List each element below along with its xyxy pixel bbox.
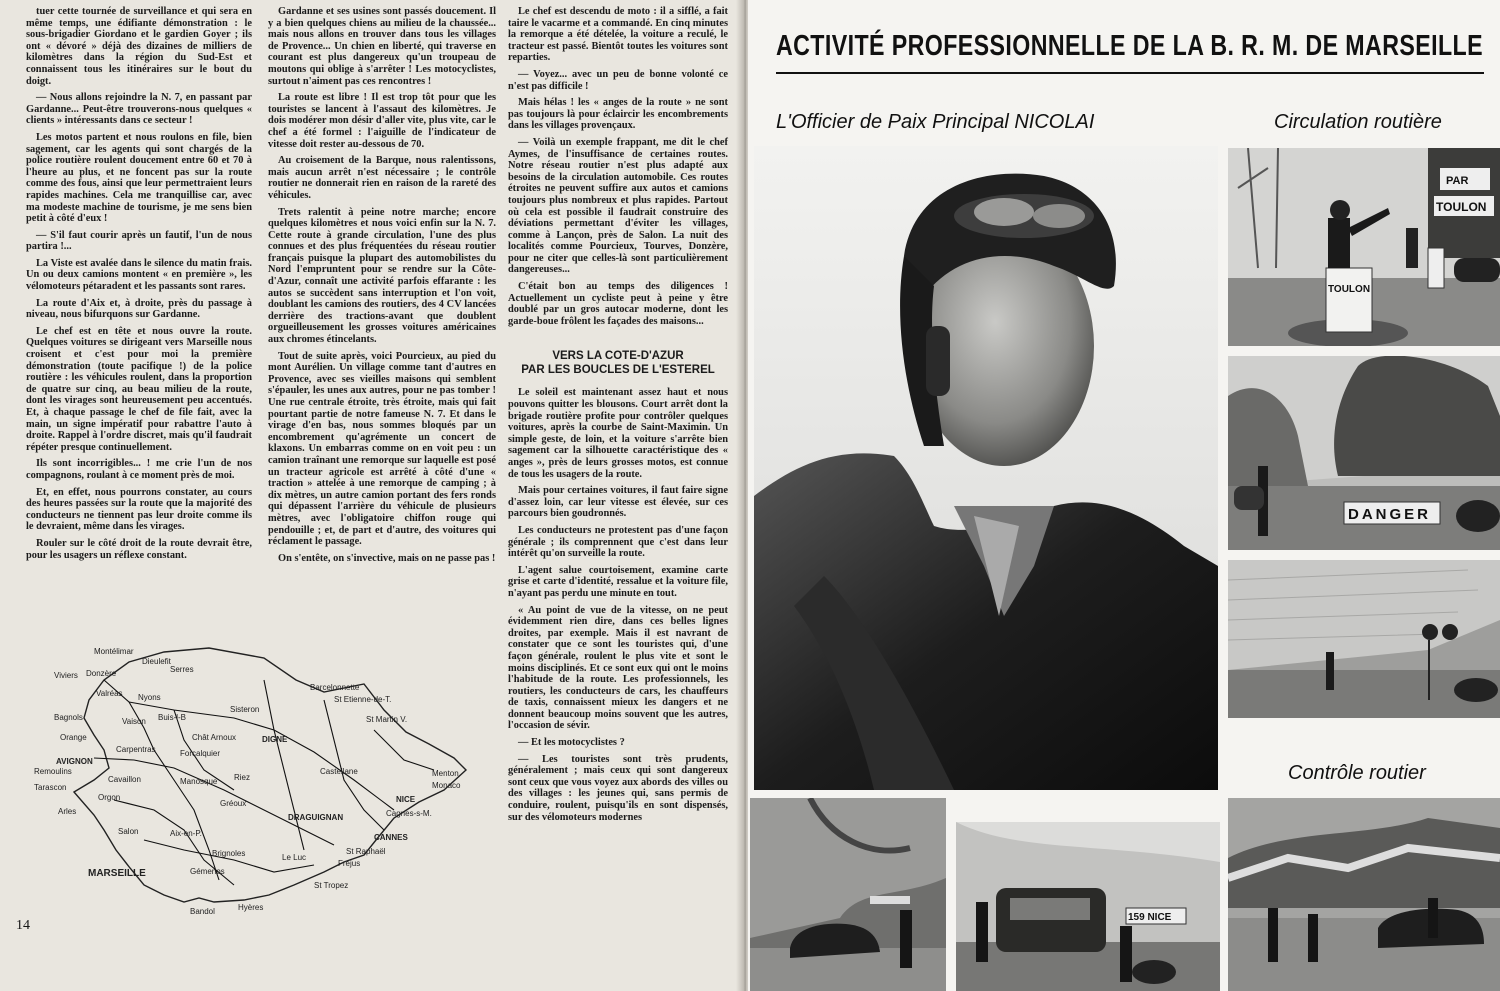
map-label-avignon: AVIGNON xyxy=(56,757,93,766)
left-page xyxy=(0,0,742,991)
col1-paragraph: Et, en effet, nous pourrons constater, au cours des heures passées sur la route que la majorité des conducteurs ne tiennent pas leur droite comme ils le devraient, même dans les virages. xyxy=(26,486,252,533)
col1-paragraph: Les motos partent et nous roulons en file, bien sagement, car les agents qui sont chargés de la police routière roulent doucement entre 60 et 70 à l'heure au plus, et ne foncent pas sur la route comme des fous, ainsi que leur permettraient leurs rapides machines. Cela me tranquillise car, avec ma modeste machine de tourisme, je me sens bien petit à côté d'eux ! xyxy=(26,131,252,225)
route-map xyxy=(34,640,482,940)
sign-toulon-big: TOULON xyxy=(1328,284,1371,295)
map-label-valreas: Valréas xyxy=(96,689,123,698)
map-label-aix: Aix-en-P. xyxy=(170,829,202,838)
photo-traffic-toulon xyxy=(1228,148,1500,346)
map-label-nice: NICE xyxy=(396,795,416,804)
col3-top-paragraph: Mais hélas ! les « anges de la route » ne sont pas toujours là pour éclaircir les encombrements dans les villages provençaux. xyxy=(508,97,728,132)
col2-paragraph: Au croisement de la Barque, nous ralentissons, mais aucun arrêt n'est nécessaire ; le contrôle routier ne donnerait rien en raison de la rareté des véhicules. xyxy=(268,155,496,201)
map-label-arles: Arles xyxy=(58,807,77,816)
col3-top-paragraph: Le chef est descendu de moto : il a sifflé, a fait taire le vacarme et a commandé. En cinq minutes la remorque a été dételée, la voiture a reculé, le tracteur est passé. Bientôt toutes les voitures sont reparties. xyxy=(508,6,728,64)
sign-nice: 159 NICE xyxy=(1128,912,1172,923)
col1-paragraph: Rouler sur le côté droit de la route devrait être, pour les usagers un réflexe constant. xyxy=(26,537,252,561)
map-label-vaison: Vaison xyxy=(122,717,146,726)
headline-rule xyxy=(776,72,1484,74)
map-label-menton: Menton xyxy=(432,769,459,778)
sign-par: PAR xyxy=(1446,175,1469,187)
map-label-barcelonnette: Barcelonnette xyxy=(310,683,360,692)
map-label-remoulins: Remoulins xyxy=(34,767,72,776)
map-label-donzere: Donzère xyxy=(86,669,117,678)
map-label-st-tropez: St Tropez xyxy=(314,881,349,890)
map-label-viviers: Viviers xyxy=(54,671,78,680)
text-column-1 xyxy=(26,6,252,566)
map-label-orgon: Orgon xyxy=(98,793,121,802)
caption-circulation: Circulation routière xyxy=(1274,111,1442,133)
text-column-2 xyxy=(268,6,496,569)
article-headline: ACTIVITÉ PROFESSIONNELLE DE LA B. R. M. DE MARSEILLE xyxy=(776,30,1483,62)
map-label-gemenos: Gémenos xyxy=(190,867,225,876)
map-label-serres: Serres xyxy=(170,665,194,674)
col1-paragraph: La route d'Aix et, à droite, près du passage à niveau, nous bifurquons sur Gardanne. xyxy=(26,297,252,321)
map-label-brignoles: Brignoles xyxy=(212,849,246,858)
map-label-salon: Salon xyxy=(118,827,139,836)
map-label-dieulefit: Dieulefit xyxy=(142,657,171,666)
map-label-sisteron: Sisteron xyxy=(230,705,260,714)
map-label-hyeres: Hyères xyxy=(238,903,264,912)
map-label-chateau-arnoux: Chât Arnoux xyxy=(192,733,237,742)
map-label-castellane: Castellane xyxy=(320,767,358,776)
col1-paragraph: — S'il faut courir après un fautif, l'un de nous partira !... xyxy=(26,229,252,253)
col2-paragraph: Gardanne et ses usines sont passés doucement. Il y a bien quelques chiens au milieu de la chaussée... mais nous allons en trouver dans tous les villages de Provence... Un chien en liberté, qui traverse en courant est plus dangereux qu'un troupeau de moutons qui oblige à s'arrêter ! Les motocyclistes, surtout n'aiment pas ces rencontres ! xyxy=(268,6,496,87)
section-subhead xyxy=(508,349,728,377)
col1-paragraph: Le chef est en tête et nous ouvre la route. Quelques voitures se dirigeant vers Marseille nous croisent et c'est pour moi la première démonstration (toute pacifique !) de la police routière : les véhicules roulent, dans la proportion de quatre sur cinq, au beau milieu de la route, dont les virages sont heureusement peu accentués. Et, à chaque passage le chef de file fait, avec la main, un signe impératif pour rabattre l'auto à droite. Rappel à l'ordre discret, mais qu'il faudrait répéter presque continuellement. xyxy=(26,325,252,453)
map-label-draguignan: DRAGUIGNAN xyxy=(288,813,344,822)
map-label-cannes: CANNES xyxy=(374,833,408,842)
col3-top-paragraph: — Voilà un exemple frappant, me dit le chef Aymes, de l'insuffisance de certaines routes. Notre réseau routier n'est plus adapté aux besoins de la circulation automobile. Ces routes étroites ne peuvent suffire aux autos et camions toujours plus nombreux et plus rapides. Partout où cela est possible il faudrait construire des déviations permettant d'éviter les villages, comme à Lançon, près de Salon. La nuit des localités comme Pourcieux, Tourves, Donzère, pour ne citer que celles-là sont particulièrement dangereuses... xyxy=(508,136,728,276)
col3-bottom-paragraph: Les conducteurs ne protestent pas d'une façon générale ; ils comprennent que c'est dans leur intérêt qu'on surveille la route. xyxy=(508,524,728,560)
photo-control-nice xyxy=(956,822,1220,991)
col3-bottom-paragraph: L'agent salue courtoisement, examine carte grise et carte d'identité, ressalue et la voiture file, n'ayant pas perdu une minute en tout. xyxy=(508,564,728,599)
map-label-riez: Riez xyxy=(234,773,251,782)
text-column-3-top xyxy=(508,6,728,327)
map-label-forcalquier: Forcalquier xyxy=(180,749,221,758)
col2-paragraph: On s'entête, on s'invective, mais on ne passe pas ! xyxy=(278,552,496,564)
col3-top-paragraph: C'était bon au temps des diligences ! Actuellement un cycliste peut à peine y être doublé par un gros autocar moderne, dont les garde-boue frôlent les façades des maisons... xyxy=(508,281,728,327)
subhead-line-2: PAR LES BOUCLES DE L'ESTEREL xyxy=(521,364,715,377)
map-label-digne: DIGNE xyxy=(262,735,288,744)
col1-paragraph: La Viste est avalée dans le silence du matin frais. Un ou deux camions montent « en première », les vélomoteurs pétaradent et les passants sont rares. xyxy=(26,257,252,293)
map-label-bandol: Bandol xyxy=(190,907,215,916)
map-label-st-raphael: St Raphaël xyxy=(346,847,386,856)
map-label-greoux: Gréoux xyxy=(220,799,247,808)
col3-bottom-paragraph: « Au point de vue de la vitesse, on ne peut évidemment rien dire, dans ces belles lignes droites, par exemple. Mais il est navrant de constater que ce sont les touristes qui, d'une façon générale, roulent le plus vite et sont le moins disciplinés. Et ce sont eux qui ont le moins l'habitude de la route. Les professionnels, les routiers, les conducteurs de cars, les chauffeurs de taxis, connaissent mieux les dangers et ne donnent beaucoup moins souvent que les autres, l'occasion de sévir. xyxy=(508,604,728,732)
map-label-cagnes: Cagnes-s-M. xyxy=(386,809,432,818)
map-label-marseille: MARSEILLE xyxy=(88,868,146,879)
text-column-3 xyxy=(508,6,728,828)
caption-officer: L'Officier de Paix Principal NICOLAI xyxy=(776,111,1095,133)
photo-control-town xyxy=(1228,798,1500,991)
col1-paragraph: — Nous allons rejoindre la N. 7, en passant par Gardanne... Peut-être trouverons-nous quelques « clients » intéressants dans ce secteur ! xyxy=(26,92,252,127)
map-label-st-martin: St Martin V. xyxy=(366,715,408,724)
text-column-3-bottom xyxy=(508,387,728,823)
photo-traffic-danger xyxy=(1228,356,1500,550)
col2-paragraph: La route est libre ! Il est trop tôt pour que les touristes se lancent à l'assaut des kilomètres. Je dois modérer mon désir d'aller vite, plus vite, car le chef a été formel : l'aiguille de l'indicateur de vitesse doit rester au-dessous de 70. xyxy=(268,92,496,150)
col1-paragraph: tuer cette tournée de surveillance et qui sera en même temps, une édifiante démonstration : le sous-brigadier Giordano et le gardien Goyer ; ils ont « dévoré » déjà des dizaines de milliers de kilomètres dans la région du Sud-Est et connaissent tous les itinéraires sur le bout du doigt. xyxy=(26,6,252,87)
map-label-cavaillon: Cavaillon xyxy=(108,775,141,784)
col3-bottom-paragraph: Le soleil est maintenant assez haut et nous pouvons quitter les blousons. Court arrêt dont la brigade routière profite pour contrôler quelques voitures, après la courbe de Saint-Maximin. Un simple geste, de loin, et la voiture s'arrête bien sagement car la silhouette caractéristique des « anges », près de leurs grosses motos, est connue de tous les usagers de la route. xyxy=(508,387,728,480)
map-label-monaco: Monaco xyxy=(432,781,461,790)
col3-bottom-paragraph: — Les touristes sont très prudents, généralement ; mais ceux qui sont dangereux sont ceux que vous voyez aux abords des villes ou des villages : les jeunes qui, sans permis de conduire, roulent, puisqu'ils en sont dispensés, sur des vélomoteurs modernes xyxy=(508,753,728,823)
col3-bottom-paragraph: Mais pour certaines voitures, il faut faire signe d'assez loin, car leur vitesse est élevée, sur ces parcours bien goudronnés. xyxy=(508,485,728,520)
col3-bottom-paragraph: — Et les motocyclistes ? xyxy=(518,737,625,749)
col2-paragraph: Trets ralentit à peine notre marche; encore quelques kilomètres et nous voici enfin sur la N. 7. Cette route à grande circulation, l'une des plus connues et des plus fréquentées du réseau routier français puisque la plupart des automobilistes du Nord l'empruntent pour se rendre sur la Côte-d'Azur, connaît une activité parfois effarante : les autos se succèdent sans interruption et l'on voit, doublant les camions des routiers, des 4 CV lancées derrière des tractions-avant que doublent orgueilleusement les grosses voitures américaines aux chromes étincelants. xyxy=(268,206,496,346)
caption-controle: Contrôle routier xyxy=(1288,762,1426,784)
sign-danger: DANGER xyxy=(1348,506,1432,523)
col1-paragraph: Ils sont incorrigibles... ! me crie l'un de nos compagnons, roulant à ce moment près de moi. xyxy=(26,458,252,481)
map-label-buis: Buis-l-B xyxy=(158,713,187,722)
page-number: 14 xyxy=(16,918,30,933)
subhead-line-1: VERS LA COTE-D'AZUR xyxy=(552,350,684,363)
map-label-tarascon: Tarascon xyxy=(34,783,67,792)
photo-roadside-car xyxy=(750,798,946,991)
col3-top-paragraph: — Voyez... avec un peu de bonne volonté ce n'est pas difficile ! xyxy=(508,68,728,92)
map-label-manosque: Manosque xyxy=(180,777,218,786)
sign-toulon-post: TOULON xyxy=(1436,200,1487,214)
map-label-nyons: Nyons xyxy=(138,693,161,702)
map-label-st-etienne: St Etienne-de-T. xyxy=(334,695,392,704)
map-label-carpentras: Carpentras xyxy=(116,745,156,754)
photo-traffic-wall xyxy=(1228,560,1500,718)
photo-officer-portrait xyxy=(754,146,1218,790)
map-label-le-luc: Le Luc xyxy=(282,853,307,862)
map-label-frejus: Fréjus xyxy=(338,859,361,868)
col2-paragraph: Tout de suite après, voici Pourcieux, au pied du mont Aurélien. Un village comme tant d'autres en Provence, avec ses vieilles maisons qui semblent s'épauler, les unes aux autres, pour ne pas tomber ! Une rue centrale étroite, très étroite, mais qui fait pourtant partie de notre fameuse N. 7. Et dans le virage d'en bas, nous sommes bloqués par un encombrement qu'agrémente un concert de klaxons. Un embarras comme on en voit peu : un camion traînant une remorque sur laquelle est posé un tracteur agricole est arrêté à côté d'une « traction » attelée à une remorque de camping ; à dix mètres, un autre camion portant des fers ronds qui dépassent l'arrière du véhicule de plusieurs mètres, avec l'obligatoire chiffon rouge qui pendouille ; et, de part et d'autre, des voitures qui réclament le passage. xyxy=(268,350,496,548)
map-label-montelimar: Montélimar xyxy=(94,647,134,656)
map-label-orange: Orange xyxy=(60,733,87,742)
map-label-bagnols: Bagnols xyxy=(54,713,83,722)
